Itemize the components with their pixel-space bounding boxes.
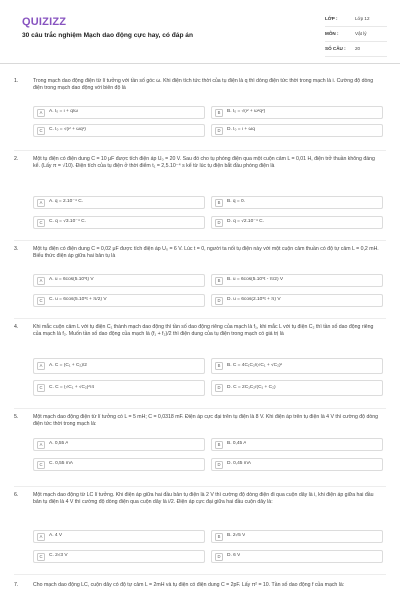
question-text: Một tụ điện có điện dung C = 10 μF được tích điện áp U₀ = 20 V. Sau đó cho tụ phóng điện qua một cuộn cảm L = 0,01 H, điện trở thuần không đáng kể. (Lấy π = √10). Điện tích của tụ điện ở thời điểm t₁ = 2,5.10⁻⁴ s kể từ lúc tụ điện bắt đầu phóng điện là xyxy=(33,156,375,170)
option-d[interactable] xyxy=(211,380,383,396)
question-5 xyxy=(14,414,386,486)
option-b[interactable] xyxy=(211,358,383,374)
question-number: 1. xyxy=(14,78,19,84)
option-c[interactable] xyxy=(33,380,205,396)
option-text: A. 0,55 A xyxy=(49,441,69,447)
option-c[interactable] xyxy=(33,216,205,229)
option-a[interactable] xyxy=(33,438,205,451)
option-text: D. C = 2C₁C₂/(C₁ + C₂) xyxy=(227,384,276,390)
option-text: D. 0,45 mA xyxy=(227,461,251,467)
option-text: A. q = 2.10⁻⁴ C. xyxy=(49,199,84,205)
option-letter: A xyxy=(37,109,45,117)
question-text: Một tụ điện có điện dung C = 0,02 μF được tích điện áp U₀ = 6 V. Lúc t = 0, người ta nối tụ điện này với một cuộn cảm thuần có độ tự cảm L = 0,2 mH. Biểu thức điện áp giữa hai bản tụ là xyxy=(33,246,379,260)
option-letter: B xyxy=(215,362,223,370)
option-a[interactable] xyxy=(33,106,205,119)
option-c[interactable] xyxy=(33,550,205,563)
option-letter: D xyxy=(215,553,223,561)
meta-row-class xyxy=(325,12,387,27)
option-c[interactable] xyxy=(33,458,205,471)
option-b[interactable] xyxy=(211,106,383,119)
option-text: C. q = √3.10⁻⁴ C. xyxy=(49,219,86,225)
divider xyxy=(14,408,386,409)
divider xyxy=(14,318,386,319)
option-letter: C xyxy=(37,384,45,392)
meta-row-subject xyxy=(325,27,387,42)
option-letter: A xyxy=(37,277,45,285)
meta-key: SỐ CÂU : xyxy=(325,45,346,51)
option-text: B. q = 0. xyxy=(227,199,246,205)
option-letter: D xyxy=(215,461,223,469)
question-text: Một mạch dao động từ LC lí tưởng. Khi điện áp giữa hai đầu bản tụ điện là 2 V thì cường độ dòng điện đi qua cuộn dây là i, khi điện áp giữa hai đầu bản tụ điện là 4 V thì cường độ dòng điện qua cuộn dây là i/2. Điện áp cực đại giữa hai đầu cuộn dây là: xyxy=(33,492,374,506)
option-d[interactable] xyxy=(211,458,383,471)
question-number: 5. xyxy=(14,414,19,420)
option-d[interactable] xyxy=(211,550,383,563)
option-b[interactable] xyxy=(211,530,383,543)
option-letter: D xyxy=(215,384,223,392)
meta-key: LỚP : xyxy=(325,15,338,21)
option-letter: C xyxy=(37,297,45,305)
page-header xyxy=(0,0,400,64)
question-4 xyxy=(14,324,386,408)
option-text: A. u = 6cos(5.10⁵t) V xyxy=(49,277,94,283)
option-letter: A xyxy=(37,199,45,207)
option-letter: B xyxy=(215,533,223,541)
meta-table xyxy=(325,12,387,57)
option-text: B. 2√5 V xyxy=(227,533,246,539)
meta-key: MÔN : xyxy=(325,30,339,36)
option-letter: D xyxy=(215,297,223,305)
option-letter: A xyxy=(37,362,45,370)
option-text: D. I₀ = i + ωq xyxy=(227,127,255,133)
option-text: C. 0,55 mA xyxy=(49,461,73,467)
divider xyxy=(14,574,386,575)
question-2 xyxy=(14,156,386,238)
option-a[interactable] xyxy=(33,530,205,543)
option-letter: B xyxy=(215,199,223,207)
option-letter: C xyxy=(37,461,45,469)
quizizz-logo: QUIZIZZ xyxy=(22,16,67,28)
option-text: C. I₀ = √(i² + ωq²) xyxy=(49,127,86,133)
question-1 xyxy=(14,78,386,146)
option-letter: C xyxy=(37,553,45,561)
option-letter: C xyxy=(37,219,45,227)
option-d[interactable] xyxy=(211,294,383,307)
option-letter: A xyxy=(37,441,45,449)
option-letter: B xyxy=(215,277,223,285)
question-text: Một mạch dao động điện từ lí tưởng có L = 5 mH; C = 0,0318 mF. Điện áp cực đại trên tụ điện là 8 V. Khi điện áp trên tụ điện là 4 V thì cường độ dòng điện tức thời trong mạch là: xyxy=(33,414,379,428)
option-d[interactable] xyxy=(211,216,383,229)
page-title: 30 câu trắc nghiệm Mạch dao động cực hay, có đáp án xyxy=(22,32,194,39)
option-text: B. 0,45 A xyxy=(227,441,247,447)
option-letter: D xyxy=(215,127,223,135)
question-3 xyxy=(14,246,386,322)
option-letter: C xyxy=(37,127,45,135)
option-d[interactable] xyxy=(211,124,383,137)
question-6 xyxy=(14,492,386,574)
option-a[interactable] xyxy=(33,196,205,209)
option-text: B. C = 4C₁C₂/(√C₁ + √C₂)² xyxy=(227,362,283,368)
option-text: A. C = (C₁ + C₂)/2 xyxy=(49,362,87,368)
option-a[interactable] xyxy=(33,358,205,374)
option-text: A. I₀ = i + q/ω xyxy=(49,109,78,115)
meta-value: Lớp 12 xyxy=(355,15,370,21)
question-text: Cho mạch dao động LC, cuộn dây có độ tự cảm L = 2mH và tụ điện có điện dung C = 2pF. Lấy π² = 10. Tần số dao động f của mạch là: xyxy=(33,582,345,588)
option-text: B. I₀ = √(i² + ω²q²) xyxy=(227,109,266,115)
option-text: C. 2√3 V xyxy=(49,553,68,559)
option-text: D. q = √2.10⁻⁴ C. xyxy=(227,219,264,225)
question-number: 4. xyxy=(14,324,19,330)
option-b[interactable] xyxy=(211,196,383,209)
option-text: D. 6 V xyxy=(227,553,241,559)
option-text: C. u = 6cos(5.10⁵t + π/2) V xyxy=(49,297,107,303)
option-text: C. C = (√C₁ + √C₂)²/4 xyxy=(49,384,94,390)
divider xyxy=(14,486,386,487)
option-c[interactable] xyxy=(33,124,205,137)
option-letter: D xyxy=(215,219,223,227)
question-text: Trong mạch dao động điện từ lí tưởng với tần số góc ω. Khi điện tích tức thời của tụ điện là q thì dòng điện tức thời trong mạch là i. Cường độ dòng điện trong mạch dao động với biên độ là xyxy=(33,78,374,92)
question-number: 3. xyxy=(14,246,19,252)
option-text: B. u = 6cos(5.10⁵t - π/2) V xyxy=(227,277,284,283)
meta-value: 20 xyxy=(355,45,361,51)
question-text: Khi mắc cuộn cảm L với tụ điện C₁ thành mạch dao động thì tần số dao động riêng của mạch là f₁, khi mắc L với tụ điện C₂ thì tần số dao động riêng của mạch là f₂. Muốn tần số dao động của mạch là (f₁ + f₂)/2 thì điện dung của tụ điện trong mạch có giá trị là xyxy=(33,324,374,338)
option-a[interactable] xyxy=(33,274,205,287)
question-number: 2. xyxy=(14,156,19,162)
option-letter: B xyxy=(215,441,223,449)
question-7 xyxy=(14,582,386,600)
option-b[interactable] xyxy=(211,274,383,287)
option-letter: A xyxy=(37,533,45,541)
option-letter: B xyxy=(215,109,223,117)
meta-row-count xyxy=(325,42,387,57)
divider xyxy=(14,240,386,241)
meta-value: Vật lý xyxy=(355,30,367,36)
option-b[interactable] xyxy=(211,438,383,451)
option-text: D. u = 6cos(2.10⁵t + π) V xyxy=(227,297,281,303)
question-number: 6. xyxy=(14,492,19,498)
question-number: 7. xyxy=(14,582,19,588)
option-text: A. 4 V xyxy=(49,533,63,539)
option-c[interactable] xyxy=(33,294,205,307)
divider xyxy=(14,150,386,151)
